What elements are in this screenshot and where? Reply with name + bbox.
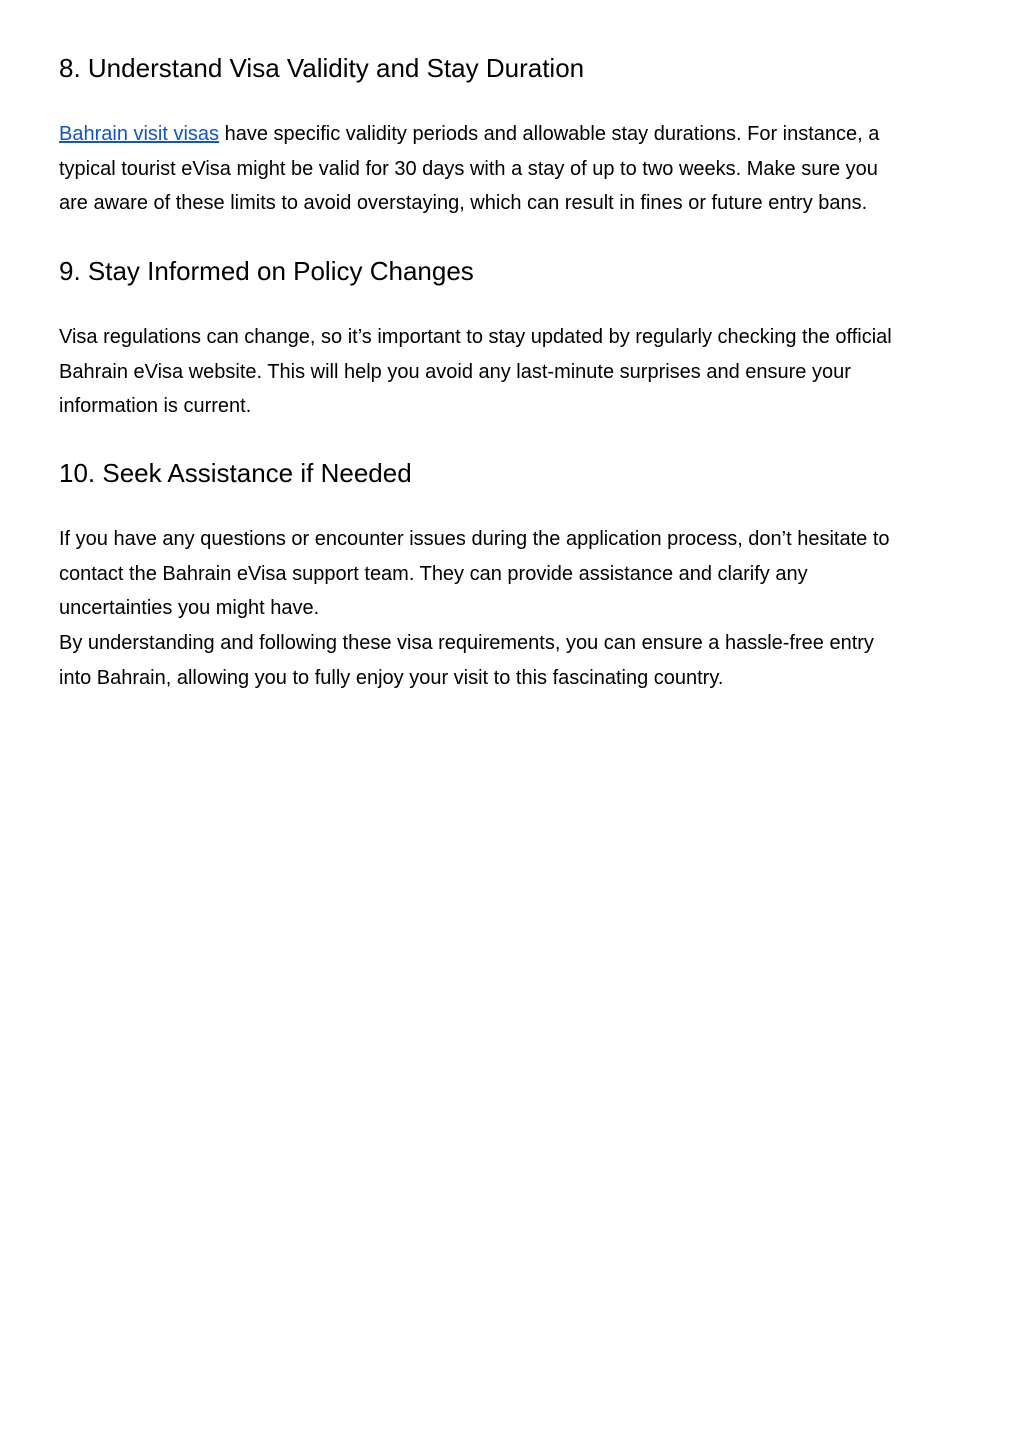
section-paragraph-visa-validity	[59, 117, 979, 221]
paragraph-line: uncertainties you might have.	[59, 597, 320, 620]
paragraph-line: If you have any questions or encounter issues during the application process, don’t hesitate to	[59, 528, 890, 550]
paragraph-line-text: have specific validity periods and allowable stay durations. For instance, a	[219, 123, 880, 145]
paragraph-line: into Bahrain, allowing you to fully enjoy your visit to this fascinating country.	[59, 666, 724, 689]
paragraph-line: Bahrain eVisa website. This will help you avoid any last-minute surprises and ensure your	[59, 360, 851, 383]
section-paragraph-policy-changes	[59, 320, 979, 424]
section-heading-visa-validity: 8. Understand Visa Validity and Stay Duration	[59, 53, 585, 83]
paragraph-line: information is current.	[59, 395, 252, 418]
paragraph-line: By understanding and following these visa requirements, you can ensure a hassle-free entry	[59, 632, 874, 655]
paragraph-line	[59, 117, 979, 152]
paragraph-line: contact the Bahrain eVisa support team. They can provide assistance and clarify any	[59, 562, 808, 585]
paragraph-line: are aware of these limits to avoid overstaying, which can result in fines or future entry bans.	[59, 192, 868, 215]
paragraph-line: typical tourist eVisa might be valid for 30 days with a stay of up to two weeks. Make sure you	[59, 157, 878, 180]
paragraph-line: Visa regulations can change, so it’s important to stay updated by regularly checking the official	[59, 326, 892, 348]
section-heading-seek-assistance: 10. Seek Assistance if Needed	[59, 458, 412, 488]
section-paragraph-seek-assistance	[59, 522, 979, 696]
bahrain-visit-visas-link[interactable]: Bahrain visit visas	[59, 123, 220, 145]
section-heading-policy-changes: 9. Stay Informed on Policy Changes	[59, 256, 474, 286]
